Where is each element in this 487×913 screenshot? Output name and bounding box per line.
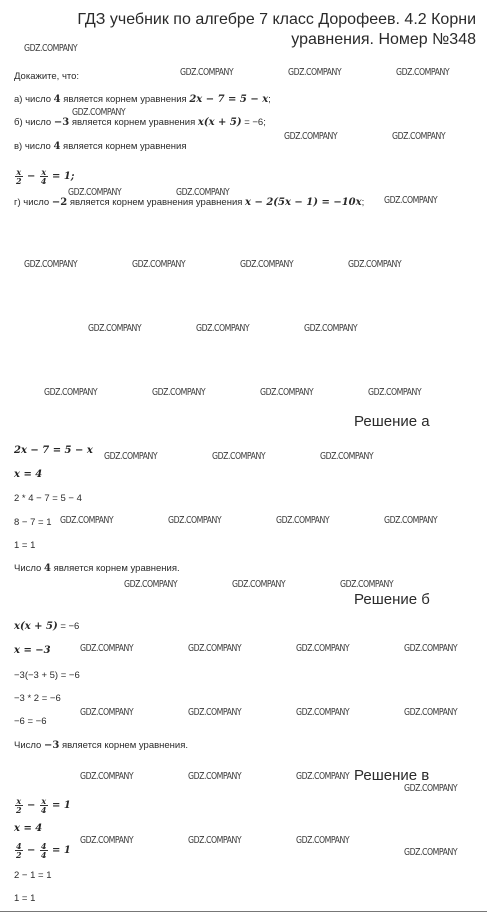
- watermark: GDZ.COMPANY: [368, 387, 422, 398]
- watermark: GDZ.COMPANY: [104, 451, 158, 462]
- solution-c-fraction-1: $\frac{x}{2}$: [16, 796, 22, 815]
- solution-c-line-3: [14, 842, 71, 859]
- task-b-number: −3: [53, 117, 70, 128]
- watermark: GDZ.COMPANY: [276, 515, 330, 526]
- solution-b-line-2: x = −3: [14, 645, 51, 656]
- task-a-equation: 2x − 7 = 5 − x: [189, 94, 269, 105]
- task-b-equation: x(x + 5): [197, 117, 242, 128]
- task-c-fraction-2: $\frac{x}{4}$: [40, 167, 47, 186]
- watermark: GDZ.COMPANY: [132, 259, 186, 270]
- watermark: GDZ.COMPANY: [124, 579, 178, 590]
- solution-b-line-3: −3(−3 + 5) = −6: [14, 670, 80, 681]
- task-c-prefix: в) число: [14, 141, 51, 152]
- solution-c-line-1-end: = 1: [48, 800, 71, 812]
- watermark: GDZ.COMPANY: [288, 67, 342, 78]
- watermark: GDZ.COMPANY: [404, 643, 458, 654]
- solution-a-line-1: 2x − 7 = 5 − x: [14, 445, 93, 456]
- solution-b-conclusion-prefix: Число: [14, 740, 42, 751]
- solution-b-line-4: −3 * 2 = −6: [14, 693, 61, 704]
- watermark: GDZ.COMPANY: [196, 323, 250, 334]
- page-title: ГДЗ учебник по алгебре 7 класс Дорофеев. 4.2 Корни уравнения. Номер №348: [77, 11, 476, 48]
- watermark: GDZ.COMPANY: [304, 323, 358, 334]
- task-d-middle: является корнем уравнения уравнения: [69, 197, 243, 208]
- task-b-middle: является корнем уравнения: [71, 117, 196, 128]
- watermark: GDZ.COMPANY: [396, 67, 450, 78]
- task-intro: Докажите, что:: [14, 71, 80, 82]
- watermark: GDZ.COMPANY: [80, 835, 134, 846]
- watermark: GDZ.COMPANY: [284, 131, 338, 142]
- solution-c-line-4: 2 − 1 = 1: [14, 870, 52, 881]
- solution-b-line-1-tail: = −6: [57, 621, 80, 632]
- solution-b-line-1: [14, 621, 79, 632]
- watermark: GDZ.COMPANY: [340, 579, 394, 590]
- watermark: GDZ.COMPANY: [260, 387, 314, 398]
- watermark: GDZ.COMPANY: [404, 783, 458, 794]
- solution-b-conclusion: [14, 740, 188, 751]
- watermark: GDZ.COMPANY: [392, 131, 446, 142]
- solution-a-line-3: 2 * 4 − 7 = 5 − 4: [14, 493, 82, 504]
- solution-b-conclusion-text: является корнем уравнения.: [61, 740, 189, 751]
- watermark: GDZ.COMPANY: [348, 259, 402, 270]
- task-a-end: ;: [268, 94, 271, 105]
- task-d-equation: x − 2(5x − 1) = −10x: [245, 197, 362, 208]
- watermark: GDZ.COMPANY: [168, 515, 222, 526]
- watermark: GDZ.COMPANY: [320, 451, 374, 462]
- watermark: GDZ.COMPANY: [296, 835, 350, 846]
- solution-c-line-5: 1 = 1: [14, 893, 36, 904]
- task-d-number: −2: [51, 197, 68, 208]
- solution-c-line-2: x = 4: [14, 823, 43, 834]
- solution-b-heading: Решение б: [354, 591, 430, 608]
- solution-a-conclusion-text: является корнем уравнения.: [53, 563, 180, 574]
- watermark: GDZ.COMPANY: [188, 707, 242, 718]
- solution-c-fraction-2: $\frac{x}{4}$: [40, 796, 47, 815]
- watermark: GDZ.COMPANY: [188, 771, 242, 782]
- watermark: GDZ.COMPANY: [296, 643, 350, 654]
- solution-b-line-1-eq: x(x + 5): [14, 621, 58, 632]
- watermark: GDZ.COMPANY: [404, 847, 458, 858]
- watermark: GDZ.COMPANY: [180, 67, 234, 78]
- watermark: GDZ.COMPANY: [296, 707, 350, 718]
- watermark: GDZ.COMPANY: [404, 707, 458, 718]
- watermark: GDZ.COMPANY: [80, 707, 134, 718]
- watermark: GDZ.COMPANY: [24, 43, 78, 54]
- watermark: GDZ.COMPANY: [68, 187, 122, 198]
- watermark: GDZ.COMPANY: [60, 515, 114, 526]
- solution-a-line-2: x = 4: [14, 469, 43, 480]
- solution-c-fraction-3: $\frac{4}{2}$: [16, 841, 22, 860]
- task-item-d: [14, 197, 364, 208]
- solution-c-line-1: [14, 797, 71, 814]
- watermark: GDZ.COMPANY: [24, 259, 78, 270]
- task-b-prefix: б) число: [14, 117, 52, 128]
- solution-a-heading: Решение а: [354, 413, 430, 430]
- watermark: GDZ.COMPANY: [240, 259, 294, 270]
- watermark: GDZ.COMPANY: [44, 387, 98, 398]
- watermark: GDZ.COMPANY: [296, 771, 350, 782]
- task-d-end: ;: [361, 197, 365, 208]
- watermark: GDZ.COMPANY: [88, 323, 142, 334]
- solution-c-minus-2: −: [23, 845, 39, 857]
- task-c-equation: [14, 168, 75, 185]
- solution-c-fraction-4: $\frac{4}{4}$: [40, 841, 47, 860]
- task-b-equation-tail: = −6;: [241, 117, 266, 128]
- solution-c-heading: Решение в: [354, 767, 430, 784]
- watermark: GDZ.COMPANY: [188, 835, 242, 846]
- task-item-b: [14, 117, 266, 128]
- watermark: GDZ.COMPANY: [384, 195, 438, 206]
- watermark: GDZ.COMPANY: [212, 451, 266, 462]
- solution-a-line-5: 1 = 1: [14, 540, 36, 551]
- watermark: GDZ.COMPANY: [232, 579, 286, 590]
- watermark: GDZ.COMPANY: [80, 643, 134, 654]
- watermark: GDZ.COMPANY: [384, 515, 438, 526]
- solution-a-conclusion-number: 4: [43, 563, 51, 574]
- task-item-a: [14, 94, 271, 105]
- solution-b-line-5: −6 = −6: [14, 716, 47, 727]
- solution-c-line-3-end: = 1: [48, 845, 71, 857]
- task-c-fraction-1: $\frac{x}{2}$: [16, 167, 22, 186]
- watermark: GDZ.COMPANY: [80, 771, 134, 782]
- bottom-divider: [0, 911, 487, 912]
- task-c-middle: является корнем уравнения: [63, 141, 187, 152]
- task-c-number: 4: [53, 141, 61, 152]
- task-item-c: [14, 141, 186, 152]
- task-c-equation-end: = 1;: [48, 171, 75, 183]
- solution-b-conclusion-number: −3: [43, 740, 60, 751]
- task-c-minus: −: [23, 171, 39, 183]
- watermark: GDZ.COMPANY: [176, 187, 230, 198]
- task-d-prefix: г) число: [14, 197, 50, 208]
- watermark: GDZ.COMPANY: [72, 107, 126, 118]
- solution-a-conclusion: [14, 563, 180, 574]
- solution-a-line-4: 8 − 7 = 1: [14, 517, 52, 528]
- watermark: GDZ.COMPANY: [152, 387, 206, 398]
- watermark: GDZ.COMPANY: [188, 643, 242, 654]
- solution-c-minus-1: −: [23, 800, 39, 812]
- solution-a-conclusion-prefix: Число: [14, 563, 42, 574]
- task-a-number: 4: [53, 94, 61, 105]
- task-a-middle: является корнем уравнения: [63, 94, 187, 105]
- task-a-prefix: а) число: [14, 94, 52, 105]
